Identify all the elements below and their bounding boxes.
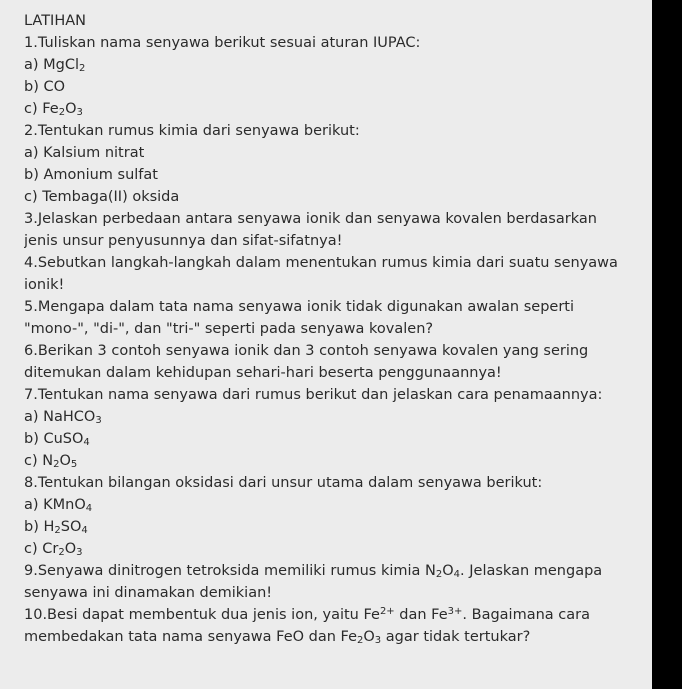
question-9-line-1: 9.Senyawa dinitrogen tetroksida memiliki rumus kimia $N_2O_4$. Jelaskan mengapa xyxy=(24,563,603,580)
question-3-line-2: jenis unsur penyusunnya dan sifat-sifatnya! xyxy=(24,233,343,249)
question-8-item-a: a) KMnO$_4$ xyxy=(24,497,93,514)
question-6-line-2: ditemukan dalam kehidupan sehari-hari beserta penggunaannya! xyxy=(24,365,502,381)
question-10-line-2: membedakan tata nama senyawa FeO dan $Fe_2O_3$ agar tidak tertukar? xyxy=(24,629,531,646)
question-7-item-a: a) NaHCO$_3$ xyxy=(24,409,102,426)
question-5-line-2: "mono-", "di-", dan "tri-" seperti pada senyawa kovalen? xyxy=(24,321,434,337)
right-edge-bar xyxy=(652,0,682,689)
question-4-line-1: 4.Sebutkan langkah-langkah dalam menentukan rumus kimia dari suatu senyawa xyxy=(24,255,618,271)
page-title: LATIHAN xyxy=(24,13,87,29)
question-2-item-a: a) Kalsium nitrat xyxy=(24,145,145,161)
question-10-line-1: 10.Besi dapat membentuk dua jenis ion, yaitu $Fe^{2+}$ dan $Fe^{3+}$. Bagaimana cara xyxy=(24,606,590,623)
question-9-line-2: senyawa ini dinamakan demikian! xyxy=(24,585,273,601)
question-4-line-2: ionik! xyxy=(24,277,65,293)
question-7-item-b: b) CuSO$_4$ xyxy=(24,431,90,448)
question-7-item-c: c) $N_2O_5$ xyxy=(24,453,78,470)
question-1-item-b: b) CO xyxy=(24,79,66,95)
question-8-item-b: b) $H_2SO_4$ xyxy=(24,519,88,536)
question-6-line-1: 6.Berikan 3 contoh senyawa ionik dan 3 contoh senyawa kovalen yang sering xyxy=(24,343,589,359)
question-1-item-a: a) MgCl$_2$ xyxy=(24,57,86,74)
question-8-item-c: c) $Cr_2O_3$ xyxy=(24,541,83,558)
question-1: 1.Tuliskan nama senyawa berikut sesuai aturan IUPAC: xyxy=(24,35,421,51)
question-7: 7.Tentukan nama senyawa dari rumus berikut dan jelaskan cara penamaannya: xyxy=(24,387,603,403)
question-5-line-1: 5.Mengapa dalam tata nama senyawa ionik tidak digunakan awalan seperti xyxy=(24,299,574,315)
question-2-item-b: b) Amonium sulfat xyxy=(24,167,158,183)
question-8: 8.Tentukan bilangan oksidasi dari unsur utama dalam senyawa berikut: xyxy=(24,475,543,491)
question-2: 2.Tentukan rumus kimia dari senyawa berikut: xyxy=(24,123,360,139)
question-3-line-1: 3.Jelaskan perbedaan antara senyawa ionik dan senyawa kovalen berdasarkan xyxy=(24,211,597,227)
question-1-item-c: c) $Fe_2O_3$ xyxy=(24,101,83,118)
question-2-item-c: c) Tembaga(II) oksida xyxy=(24,189,180,205)
